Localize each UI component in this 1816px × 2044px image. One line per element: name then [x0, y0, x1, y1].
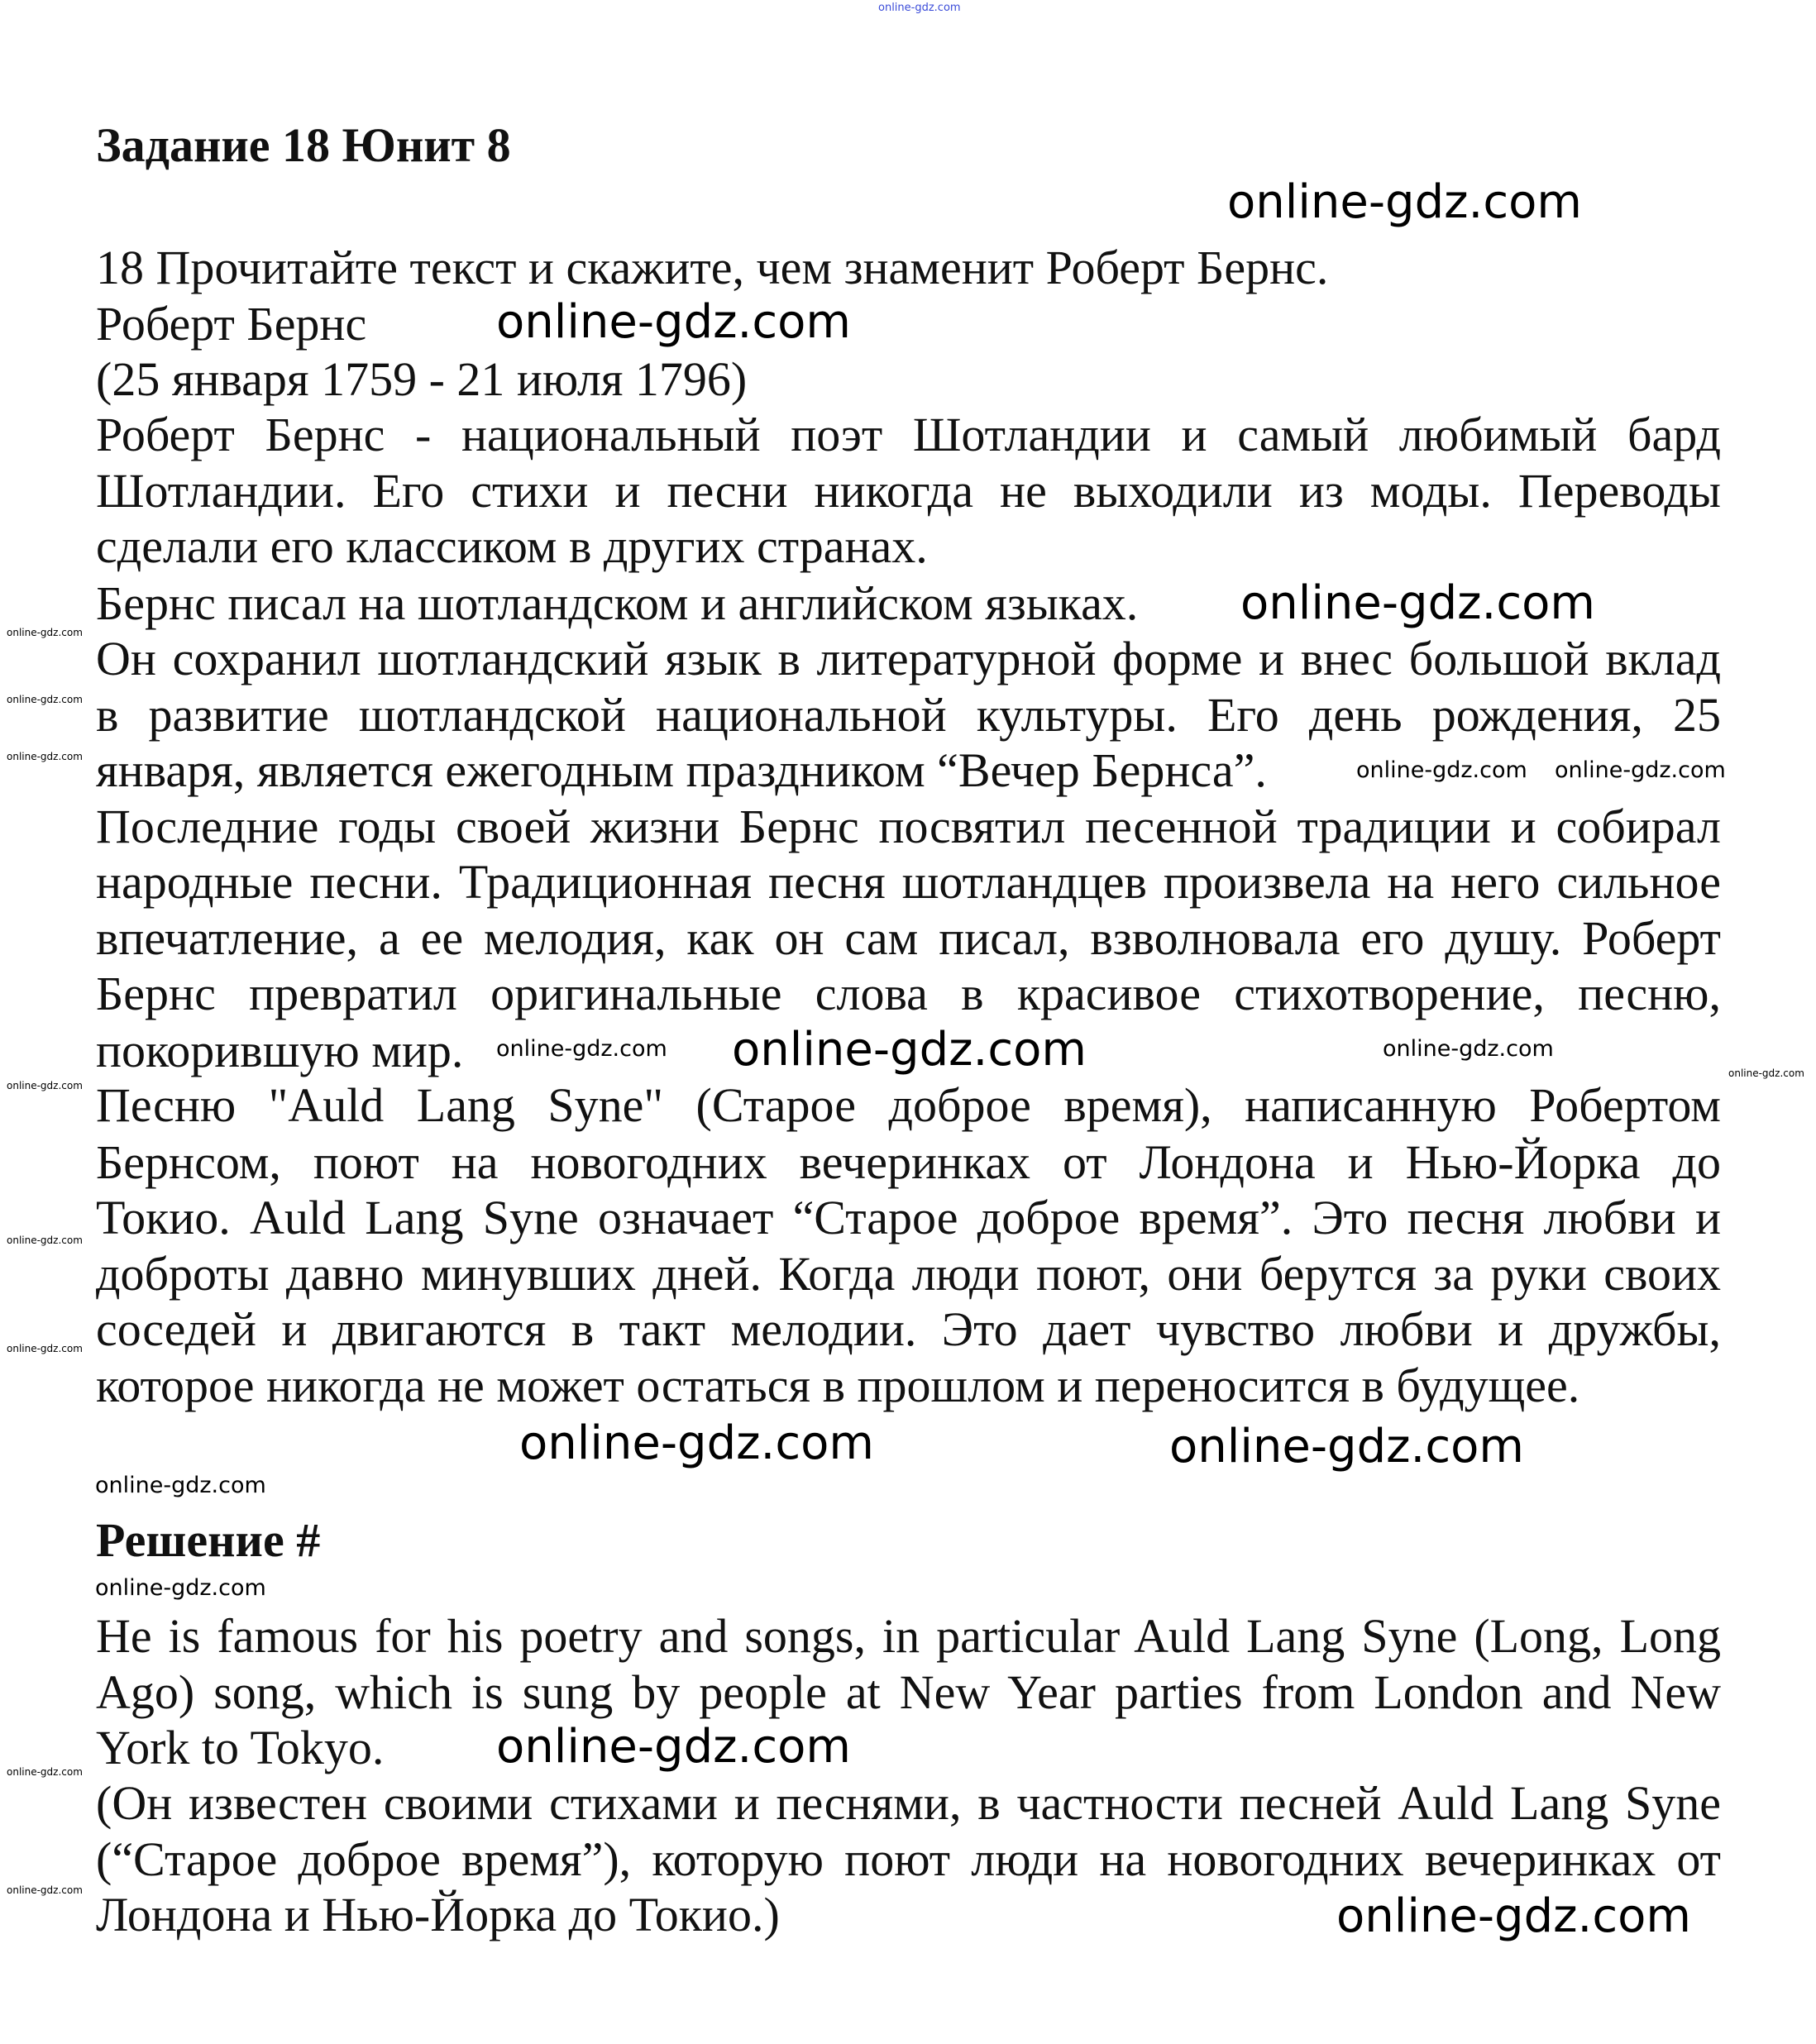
- watermark: online-gdz.com: [496, 295, 851, 349]
- watermark: online-gdz.com: [732, 1023, 1087, 1077]
- watermark: online-gdz.com: [95, 1473, 266, 1498]
- task-line: января, является ежегодным праздником “Вечер Бернса”.: [96, 743, 1267, 797]
- watermark: online-gdz.com: [496, 1036, 667, 1062]
- watermark: online-gdz.com: [95, 1575, 266, 1601]
- task-line: Роберт Бернс: [96, 297, 367, 351]
- task-line: которое никогда не может остаться в прошлом и переносится в будущее.: [96, 1359, 1580, 1412]
- task-line: Бернс писал на шотландском и английском языках.: [96, 576, 1139, 630]
- watermark: online-gdz.com: [7, 627, 83, 638]
- task-line: Шотландии. Его стихи и песни никогда не выходили из моды. Переводы: [96, 464, 1721, 518]
- solution-heading: Решение #: [96, 1513, 321, 1567]
- task-line: Песню "Auld Lang Syne" (Старое доброе время), написанную Робертом: [96, 1078, 1721, 1132]
- watermark: online-gdz.com: [496, 1720, 851, 1774]
- task-line: доброты давно минувших дней. Когда люди поют, они берутся за руки своих: [96, 1247, 1721, 1301]
- watermark: online-gdz.com: [1169, 1420, 1524, 1473]
- task-line: Токио. Auld Lang Syne означает “Старое доброе время”. Это песня любви и: [96, 1191, 1721, 1244]
- solution-line: (“Старое доброе время”), которую поют люди на новогодних вечеринках от: [96, 1832, 1721, 1886]
- task-line: народные песни. Традиционная песня шотландцев произвела на него сильное: [96, 855, 1721, 909]
- watermark: online-gdz.com: [7, 1235, 83, 1246]
- task-line: Роберт Бернс - национальный поэт Шотландии и самый любимый бард: [96, 408, 1721, 461]
- solution-line: Лондона и Нью-Йорка до Токио.): [96, 1888, 780, 1941]
- task-line: (25 января 1759 - 21 июля 1796): [96, 352, 748, 406]
- watermark: online-gdz.com: [1336, 1889, 1691, 1943]
- task-line: в развитие шотландской национальной культуры. Его день рождения, 25: [96, 688, 1721, 742]
- solution-line: He is famous for his poetry and songs, in particular Auld Lang Syne (Long, Long: [96, 1609, 1721, 1663]
- task-line: сделали его классиком в других странах.: [96, 519, 928, 573]
- task-line: Последние годы своей жизни Бернс посвятил песенной традиции и собирал: [96, 800, 1721, 853]
- task-line: соседей и двигаются в такт мелодии. Это дает чувство любви и дружбы,: [96, 1302, 1721, 1356]
- watermark: online-gdz.com: [1227, 175, 1582, 229]
- watermark: online-gdz.com: [7, 751, 83, 762]
- page-title: Задание 18 Юнит 8: [96, 118, 511, 172]
- watermark: online-gdz.com: [7, 1884, 83, 1896]
- task-line: Бернсом, поют на новогодних вечеринках от Лондона и Нью-Йорка до: [96, 1135, 1721, 1189]
- watermark: online-gdz.com: [1383, 1036, 1554, 1062]
- task-line: Он сохранил шотландский язык в литературной форме и внес большой вклад: [96, 632, 1721, 685]
- task-line: Бернс превратил оригинальные слова в красивое стихотворение, песню,: [96, 967, 1721, 1020]
- watermark: online-gdz.com: [1728, 1067, 1804, 1079]
- watermark: online-gdz.com: [7, 1080, 83, 1091]
- task-line: покорившую мир.: [96, 1024, 464, 1077]
- solution-line: Ago) song, which is sung by people at New Year parties from London and New: [96, 1665, 1721, 1719]
- watermark: online-gdz.com: [1555, 757, 1726, 783]
- task-line: впечатление, а ее мелодия, как он сам писал, взволновала его душу. Роберт: [96, 911, 1721, 965]
- watermark: online-gdz.com: [519, 1416, 874, 1470]
- watermark: online-gdz.com: [1356, 757, 1527, 783]
- solution-line: York to Tokyo.: [96, 1721, 385, 1774]
- watermark: online-gdz.com: [7, 1766, 83, 1778]
- watermark: online-gdz.com: [7, 1343, 83, 1354]
- watermark: online-gdz.com: [1240, 576, 1595, 630]
- solution-line: (Он известен своими стихами и песнями, в частности песней Auld Lang Syne: [96, 1776, 1721, 1830]
- watermark-top: online-gdz.com: [878, 2, 961, 14]
- watermark: online-gdz.com: [7, 694, 83, 705]
- task-line: 18 Прочитайте текст и скажите, чем знаменит Роберт Бернс.: [96, 241, 1329, 294]
